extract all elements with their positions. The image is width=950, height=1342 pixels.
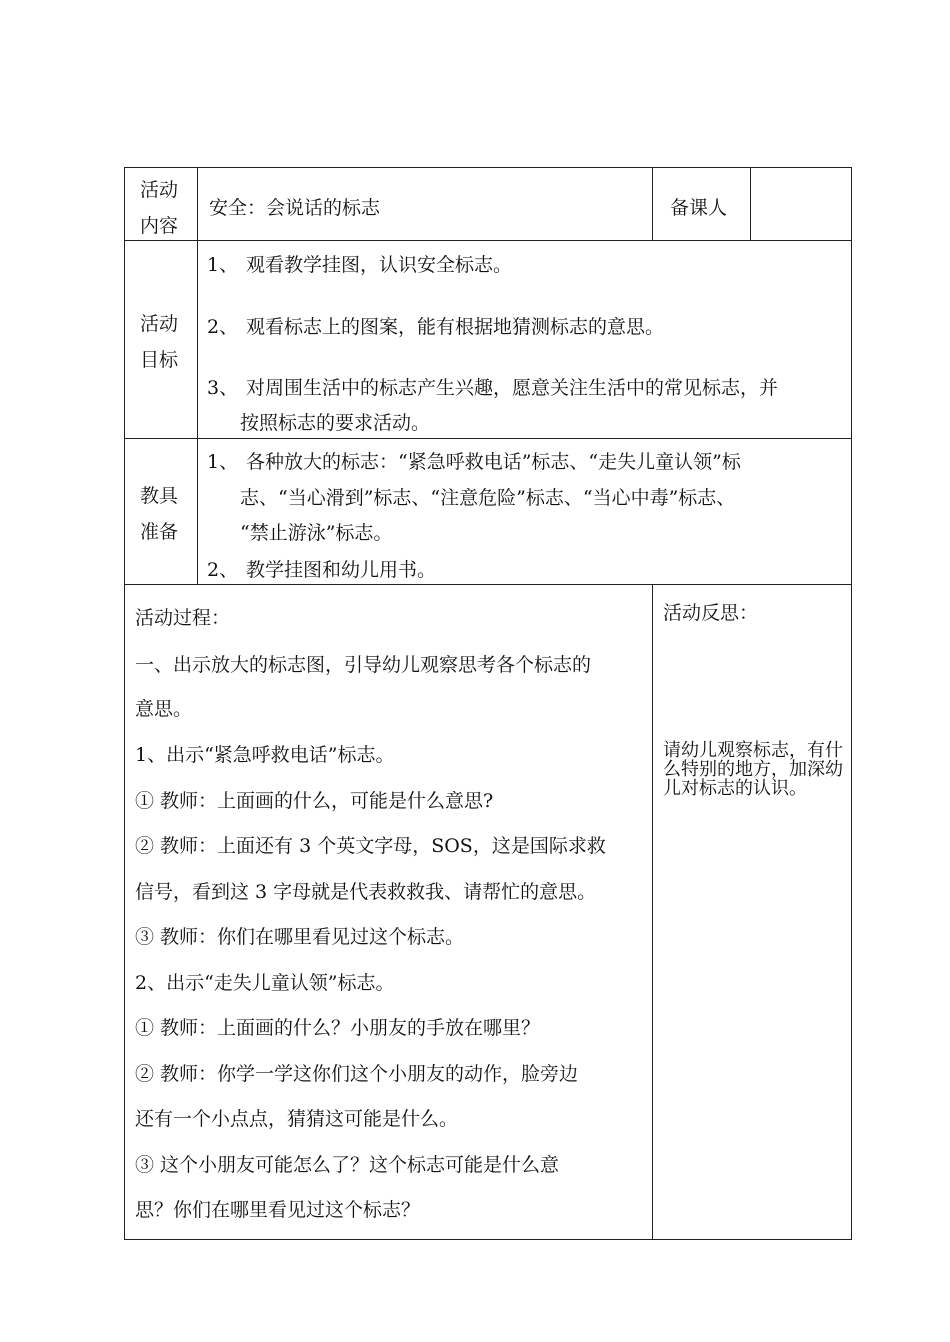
objectives-label-line2: 目标	[140, 349, 179, 371]
reflection-column-divider	[652, 584, 653, 1240]
process-line: 意思。	[135, 698, 193, 720]
process-line: 还有一个小点点，猜猜这可能是什么。	[135, 1108, 459, 1130]
content-label-line1: 活动	[140, 179, 179, 201]
table-border-left	[124, 167, 125, 1240]
materials-label-line1: 教具	[140, 485, 179, 507]
materials-label-line2: 准备	[140, 521, 179, 543]
process-line: ② 教师：上面还有 3 个英文字母，SOS，这是国际求救	[135, 835, 606, 857]
objective-num: 2、	[207, 316, 239, 338]
objectives-label-line1: 活动	[140, 313, 179, 335]
row-divider-1	[124, 240, 852, 241]
process-line: 2、出示“走失儿童认领”标志。	[135, 972, 395, 994]
row-divider-3	[124, 584, 852, 585]
material-text: 志、“当心滑到”标志、“注意危险”标志、“当心中毒”标志、	[240, 487, 736, 509]
process-line: 信号，看到这 3 字母就是代表救救我、请帮忙的意思。	[135, 881, 597, 903]
objective-text: 对周围生活中的标志产生兴趣，愿意关注生活中的常见标志，并	[246, 377, 779, 399]
process-line: ③ 这个小朋友可能怎么了？这个标志可能是什么意	[135, 1154, 560, 1176]
material-text: “禁止游泳”标志。	[240, 522, 393, 544]
process-line: ① 教师：上面画的什么，可能是什么意思?	[135, 790, 494, 812]
table-border-top	[124, 167, 852, 168]
objective-text-continued: 按照标志的要求活动。	[240, 412, 431, 434]
table-border-bottom	[124, 1239, 852, 1240]
reflection-text: 请幼儿观察标志，有什么特别的地方，加深幼儿对标志的认识。	[663, 740, 843, 799]
process-title: 活动过程：	[135, 607, 231, 629]
teacher-label: 备课人	[670, 197, 728, 219]
process-line: 1、出示“紧急呼救电话”标志。	[135, 744, 395, 766]
material-num: 1、	[207, 451, 239, 473]
objective-num: 3、	[207, 377, 239, 399]
teacher-label-divider	[652, 167, 653, 241]
row-divider-2	[124, 438, 852, 439]
process-line: 一、出示放大的标志图，引导幼儿观察思考各个标志的	[135, 654, 592, 676]
teacher-value-divider	[750, 167, 751, 241]
process-line: ② 教师：你学一学这你们这个小朋友的动作，脸旁边	[135, 1063, 579, 1085]
table-border-right	[851, 167, 852, 1240]
material-text: 教学挂图和幼儿用书。	[246, 559, 437, 581]
process-line: ③ 教师：你们在哪里看见过这个标志。	[135, 926, 465, 948]
content-label-line2: 内容	[140, 215, 179, 237]
activity-content: 安全：会说话的标志	[209, 197, 381, 219]
label-column-divider	[197, 167, 198, 585]
process-line: ① 教师：上面画的什么？小朋友的手放在哪里？	[135, 1017, 541, 1039]
objective-num: 1、	[207, 254, 239, 276]
reflection-title: 活动反思：	[663, 602, 759, 624]
material-num: 2、	[207, 559, 239, 581]
material-text: 各种放大的标志：“紧急呼救电话”标志、“走失儿童认领”标	[246, 451, 741, 473]
objective-text: 观看标志上的图案，能有根据地猜测标志的意思。	[246, 316, 665, 338]
process-line: 思？你们在哪里看见过这个标志？	[135, 1199, 421, 1221]
objective-text: 观看教学挂图，认识安全标志。	[246, 254, 513, 276]
